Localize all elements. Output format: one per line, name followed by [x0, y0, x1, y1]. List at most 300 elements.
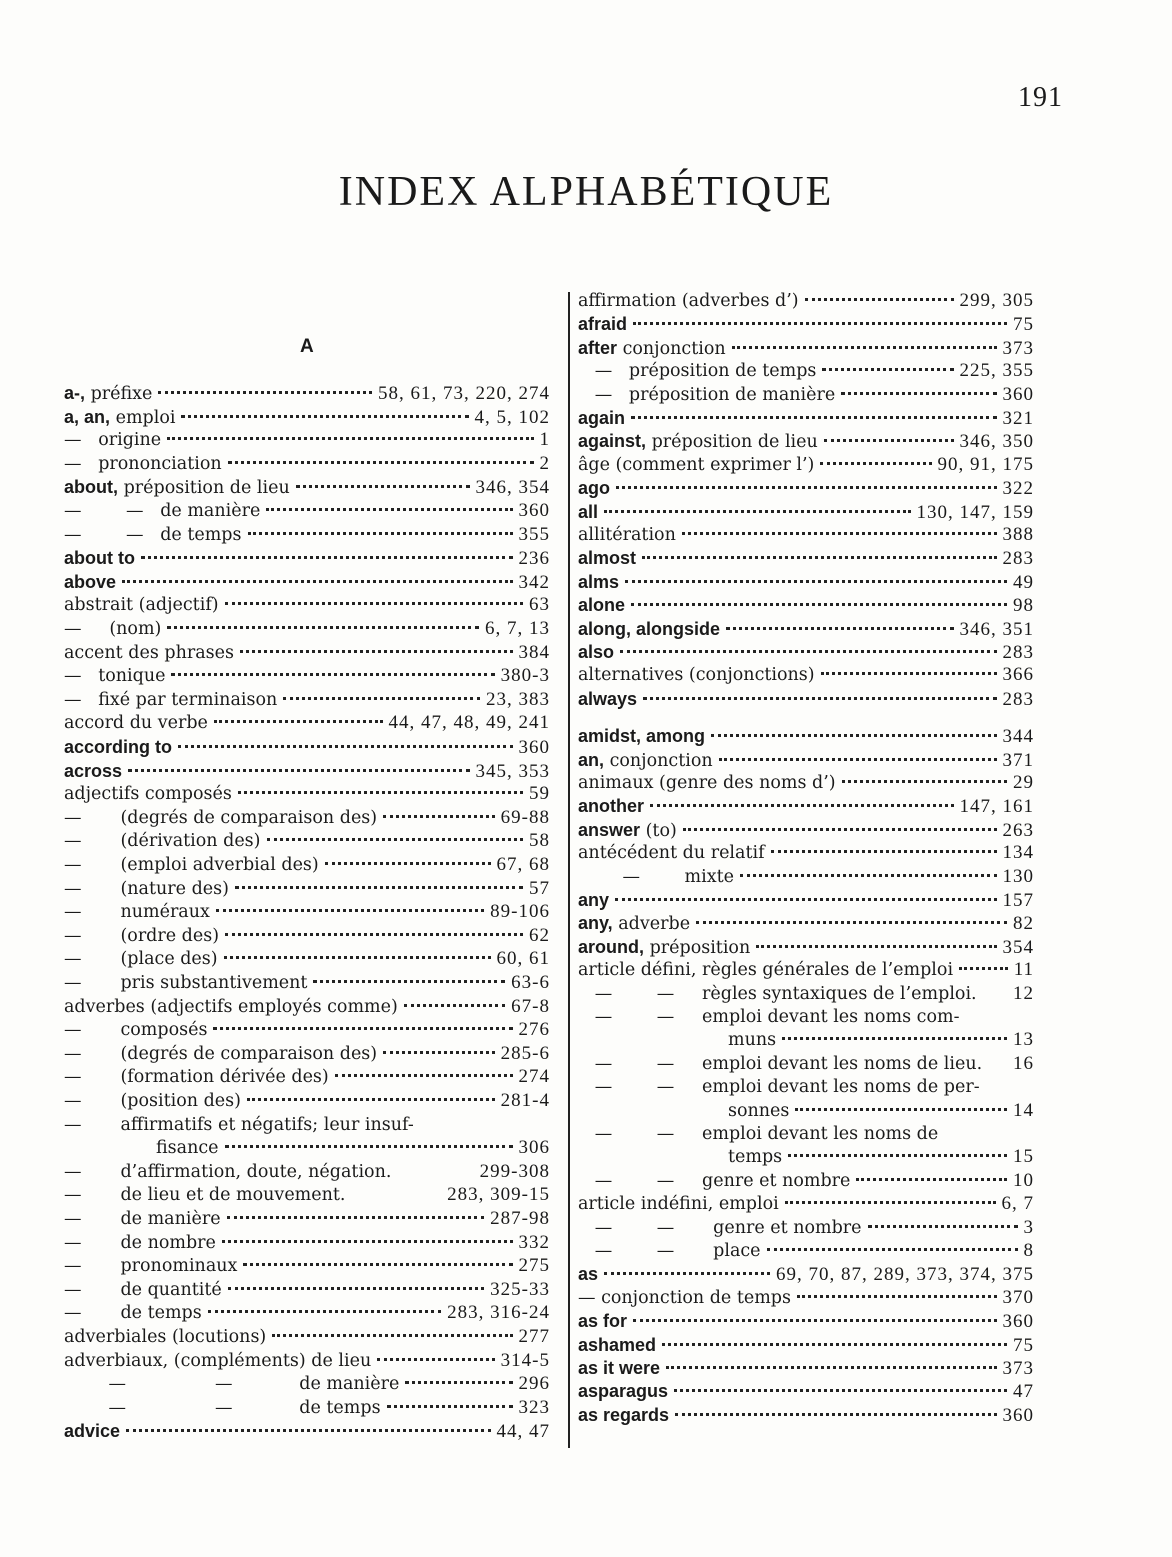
entry-pages: 366 [1002, 664, 1034, 686]
entry-text: emploi [110, 407, 176, 428]
entry-text: emploi devant les noms de [702, 1124, 939, 1144]
entry-label [64, 453, 222, 475]
dot-leader [604, 510, 910, 513]
entry-pages: 263 [1002, 819, 1034, 841]
entry-pages: 63-6 [511, 972, 550, 993]
entry-pages: 360 [518, 500, 550, 521]
entry-headword: ashamed [578, 1334, 657, 1355]
entry-text: (dérivation des) [120, 831, 261, 852]
entry-pages: 321 [1002, 408, 1034, 429]
dot-leader [224, 956, 491, 959]
dot-leader [756, 945, 996, 948]
entry-pages: 344 [1002, 726, 1034, 748]
entry-headword: advice [64, 1421, 121, 1442]
entry-label [64, 547, 135, 570]
entry-label [64, 406, 175, 429]
index-entry [64, 689, 550, 711]
dot-leader [604, 1272, 770, 1275]
entry-label [578, 1170, 850, 1192]
entry-label [64, 878, 229, 900]
entry-dash: — — [64, 1397, 300, 1418]
dot-leader [986, 1084, 1028, 1087]
entry-pages: 346, 354 [475, 477, 550, 499]
index-entry [578, 664, 1034, 686]
index-entry [578, 1076, 1034, 1098]
entry-dash: — — [578, 1007, 703, 1027]
dot-leader [216, 909, 484, 912]
entry-label [578, 618, 720, 641]
dot-leader [615, 898, 996, 901]
entry-label [578, 688, 637, 711]
dot-leader [397, 1169, 473, 1172]
index-entry [64, 1161, 550, 1183]
index-entry [578, 407, 1034, 429]
index-entry [728, 1029, 1034, 1051]
entry-pages: 63 [529, 594, 550, 616]
entry-dash: — [64, 973, 121, 993]
dot-leader [238, 791, 523, 794]
entry-pages: 325-33 [490, 1278, 550, 1300]
entry-dash: — [578, 866, 685, 887]
entry-pages: 75 [1013, 1334, 1034, 1356]
dot-leader [167, 626, 479, 629]
entry-label [728, 1146, 782, 1168]
entry-text: muns [728, 1030, 777, 1051]
entry-text: adverbe [612, 914, 691, 935]
entry-pages: 98 [1013, 595, 1034, 617]
entry-headword: ago [578, 478, 611, 499]
entry-text: numéraux [120, 902, 210, 923]
dot-leader [181, 415, 468, 418]
index-entry [64, 1043, 550, 1065]
entry-label [578, 912, 690, 935]
entry-text: — conjonction de temps [578, 1287, 791, 1308]
entry-dash: — [64, 1020, 121, 1041]
index-entry [578, 1310, 1034, 1332]
entry-text: abstrait (adjectif) [64, 595, 219, 616]
dot-leader [267, 838, 524, 841]
entry-dash: — [64, 1303, 121, 1324]
entry-text: règles syntaxiques de l’emploi. [702, 983, 977, 1004]
dot-leader [820, 462, 931, 465]
entry-headword: always [578, 688, 638, 709]
entry-label [578, 1310, 627, 1333]
entry-pages: 29 [1013, 772, 1034, 793]
dot-leader [740, 874, 997, 877]
entry-pages: 49 [1013, 571, 1034, 593]
entry-pages: 62 [529, 924, 550, 946]
index-entry [64, 642, 550, 664]
dot-leader [795, 1108, 1007, 1111]
entry-text: accent des phrases [64, 642, 234, 663]
entry-pages: 370 [1002, 1286, 1034, 1308]
dot-leader [178, 745, 512, 748]
index-entry [64, 500, 550, 522]
entry-pages: 69, 70, 87, 289, 373, 374, 375 [776, 1264, 1034, 1286]
index-entry [578, 384, 1034, 406]
entry-pages: 373 [1002, 337, 1034, 359]
entry-label [578, 337, 726, 360]
index-entry [578, 889, 1034, 911]
entry-label [64, 736, 172, 759]
dot-leader [711, 734, 996, 737]
dot-leader [272, 1334, 512, 1337]
dot-leader [682, 532, 997, 535]
entry-pages: 283 [1002, 548, 1034, 570]
entry-pages: 346, 350 [959, 431, 1034, 453]
entry-label [64, 1350, 371, 1372]
entry-text: adverbes (adjectifs employés comme) [64, 996, 398, 1017]
dot-leader [785, 1201, 996, 1204]
entry-pages: 14 [1013, 1099, 1034, 1121]
entry-pages: 388 [1002, 524, 1034, 545]
entry-text: article défini, règles générales de l’emploi [578, 960, 954, 981]
entry-pages: 373 [1002, 1358, 1034, 1379]
index-entry [578, 360, 1034, 382]
entry-headword: about, [64, 477, 118, 498]
entry-text: de nombre [120, 1232, 216, 1253]
entry-pages: 283, 316-24 [447, 1302, 550, 1324]
index-entry [578, 454, 1034, 476]
entry-text: (place des) [120, 949, 218, 970]
entry-pages: 277 [518, 1326, 550, 1347]
dot-leader [167, 437, 533, 440]
entry-label [64, 500, 260, 522]
entry-headword: against, [578, 431, 647, 452]
dot-leader [696, 921, 1007, 924]
entry-label [578, 819, 677, 842]
entry-label [578, 454, 814, 476]
entry-headword: across [64, 760, 123, 781]
entry-pages: 360 [1002, 1404, 1034, 1426]
entry-text: (ordre des) [120, 925, 220, 946]
entry-pages: 10 [1013, 1169, 1034, 1191]
entry-text: de manière [299, 1374, 400, 1395]
entry-label [64, 854, 319, 876]
entry-label [64, 571, 116, 594]
entry-pages: 58, 61, 73, 220, 274 [378, 383, 550, 404]
entry-label [578, 1380, 668, 1403]
entry-label [64, 382, 152, 405]
entry-pages: 134 [1002, 842, 1034, 864]
entry-label [64, 901, 210, 923]
index-entry [578, 1334, 1034, 1356]
entry-text: (nom) [109, 619, 162, 639]
entry-text: (nature des) [120, 878, 229, 899]
entry-label [578, 547, 636, 570]
index-entry [578, 1123, 1034, 1145]
dot-leader [666, 1366, 996, 1369]
entry-text: mixte [684, 866, 734, 887]
index-entry [578, 641, 1034, 663]
entry-label [728, 1029, 776, 1051]
dot-leader [988, 1061, 1007, 1064]
index-entry [156, 1137, 550, 1159]
entry-text: préposition [644, 937, 751, 958]
entry-label [578, 866, 734, 888]
entry-label [64, 1114, 414, 1136]
index-entry [578, 571, 1034, 593]
entry-text: adjectifs composés [64, 784, 232, 805]
entry-text: préfixe [85, 384, 153, 404]
dot-leader [228, 1287, 484, 1290]
dot-leader [266, 508, 512, 511]
entry-text: composés [120, 1020, 208, 1041]
entry-label [64, 1255, 237, 1277]
dot-leader [983, 991, 1007, 994]
entry-label [64, 1184, 346, 1206]
index-entry [64, 948, 550, 970]
entry-headword: afraid [578, 314, 628, 335]
index-entry [578, 772, 1034, 794]
entry-text: emploi devant les noms de lieu. [702, 1053, 983, 1074]
entry-text: pronominaux [120, 1256, 238, 1277]
index-entry [578, 1404, 1034, 1426]
entry-pages: 47 [1013, 1381, 1034, 1403]
index-entry [578, 983, 1034, 1005]
index-entry [64, 878, 550, 900]
index-entry [64, 1019, 550, 1041]
index-entry [578, 1053, 1034, 1075]
entry-text: conjonction [604, 750, 713, 771]
entry-label [64, 689, 277, 711]
entry-label [64, 1161, 391, 1183]
dot-leader [171, 673, 494, 676]
entry-pages: 4, 5, 102 [474, 406, 550, 428]
index-entry [64, 476, 550, 498]
index-entry [578, 1357, 1034, 1379]
dot-leader [383, 815, 495, 818]
index-entry [64, 807, 550, 829]
entry-headword: as for [578, 1311, 628, 1332]
index-entry [64, 901, 550, 923]
entry-dash: — [64, 807, 121, 828]
dot-leader [420, 1122, 544, 1125]
entry-headword: almost [578, 548, 637, 569]
index-entry [64, 972, 550, 994]
dot-leader [662, 1343, 1007, 1346]
dot-leader [122, 580, 512, 583]
entry-headword: also [578, 642, 615, 662]
entry-pages: 345, 353 [475, 760, 550, 782]
entry-label [578, 641, 614, 664]
dot-leader [296, 485, 470, 488]
index-entry [64, 1326, 550, 1348]
entry-text: de temps [160, 524, 242, 545]
entry-dash: — [64, 666, 99, 687]
index-entry [578, 725, 1034, 747]
dot-leader [325, 862, 491, 865]
entry-label [64, 429, 161, 451]
entry-pages: 360 [518, 737, 550, 758]
entry-label [64, 642, 234, 664]
entry-label [64, 1302, 202, 1324]
dot-leader [841, 392, 996, 395]
dot-leader [352, 1192, 442, 1195]
index-entry [64, 854, 550, 876]
entry-pages: 2 [539, 452, 550, 474]
entry-label [578, 664, 815, 686]
entry-dash: — [578, 384, 629, 405]
entry-text: affirmation (adverbes d’) [578, 291, 799, 311]
entry-text: adverbiaux, (compléments) de lieu [64, 1350, 372, 1371]
entry-label [64, 1420, 120, 1443]
index-entry [64, 1066, 550, 1088]
entry-label [64, 1232, 216, 1254]
entry-text: sonnes [728, 1100, 790, 1121]
entry-label [64, 476, 290, 499]
entry-pages: 225, 355 [959, 360, 1034, 382]
dot-leader [625, 580, 1007, 583]
entry-label [578, 360, 816, 382]
entry-dash: — [64, 855, 121, 875]
dot-leader [631, 416, 996, 419]
entry-label [156, 1137, 219, 1159]
index-entry [64, 1373, 550, 1395]
dot-leader [214, 720, 383, 723]
dot-leader [726, 627, 953, 630]
entry-label [578, 772, 836, 794]
dot-leader [805, 298, 954, 301]
entry-label [578, 959, 953, 981]
dot-leader [222, 1240, 513, 1243]
index-entry [728, 1100, 1034, 1122]
index-entry [578, 842, 1034, 864]
entry-label [64, 1090, 241, 1112]
entry-dash: — [64, 1256, 121, 1277]
entry-pages: 380-3 [500, 665, 550, 687]
dot-leader [767, 1248, 1018, 1251]
entry-headword: according to [64, 737, 173, 757]
entry-dash: — — [64, 501, 161, 521]
entry-text: préposition de lieu [646, 432, 818, 453]
dot-leader [404, 1004, 505, 1007]
index-entry [64, 1302, 550, 1324]
entry-dash: — [64, 1091, 121, 1111]
entry-label [578, 1123, 938, 1145]
entry-dash: — [64, 902, 121, 923]
entry-dash: — [64, 430, 99, 451]
entry-label [578, 407, 625, 430]
entry-headword: alone [578, 595, 626, 616]
entry-headword: all [578, 501, 599, 522]
index-entry [578, 1006, 1034, 1028]
index-entry [578, 290, 1034, 312]
entry-dash: — [64, 1279, 121, 1300]
entry-text: tonique [98, 666, 166, 687]
index-entry [578, 1170, 1034, 1192]
entry-pages: 322 [1002, 478, 1034, 500]
entry-label [578, 1240, 761, 1262]
entry-text: alternatives (conjonctions) [578, 665, 815, 686]
index-entry [578, 936, 1034, 958]
entry-pages: 287-98 [490, 1208, 550, 1229]
index-entry [64, 1114, 550, 1136]
entry-text: temps [728, 1147, 783, 1168]
entry-dash: — [64, 1209, 121, 1229]
entry-label [578, 1193, 779, 1215]
entry-label [578, 889, 609, 912]
dot-leader [225, 602, 523, 605]
index-entry [578, 1193, 1034, 1215]
entry-pages: 299, 305 [959, 290, 1034, 311]
entry-pages: 60, 61 [496, 948, 550, 970]
dot-leader [631, 603, 1007, 606]
entry-label [64, 665, 165, 687]
entry-headword: any, [578, 913, 613, 934]
entry-text: genre et nombre [702, 1170, 851, 1191]
index-entry [64, 453, 550, 475]
entry-label [64, 760, 122, 783]
entry-headword: after [578, 337, 618, 358]
dot-leader [642, 556, 996, 559]
entry-label [578, 501, 598, 524]
dot-leader [822, 368, 953, 371]
entry-pages: 57 [529, 877, 550, 899]
entry-pages: 360 [1002, 1311, 1034, 1333]
entry-label [578, 313, 627, 336]
entry-headword: asparagus [578, 1381, 669, 1402]
index-entry [578, 1287, 1034, 1309]
dot-leader [842, 780, 1007, 783]
dot-leader [335, 1074, 513, 1077]
entry-pages: 360 [1002, 383, 1034, 405]
entry-pages: 346, 351 [959, 618, 1034, 640]
entry-pages: 58 [529, 830, 550, 852]
dot-leader [788, 1154, 1007, 1157]
entry-pages: 323 [518, 1396, 550, 1418]
dot-leader [620, 650, 996, 653]
entry-pages: 283, 309-15 [447, 1184, 550, 1206]
dot-leader [283, 697, 480, 700]
entry-text: genre et nombre [713, 1217, 862, 1238]
entry-label [578, 1006, 960, 1028]
entry-label [64, 1066, 329, 1088]
entry-pages: 8 [1023, 1240, 1034, 1261]
index-entry [64, 996, 550, 1018]
entry-text: préposition de manière [628, 384, 836, 405]
entry-label [578, 1053, 982, 1075]
entry-dash: — [64, 925, 121, 946]
entry-pages: 299-308 [479, 1160, 550, 1182]
entry-headword: an, [578, 749, 605, 770]
entry-pages: 13 [1013, 1029, 1034, 1051]
entry-headword: a, an, [64, 406, 111, 427]
index-entry [578, 337, 1034, 359]
entry-text: conjonction [617, 338, 726, 359]
dot-leader [405, 1381, 512, 1384]
entry-pages: 11 [1013, 959, 1034, 981]
entry-label [578, 594, 625, 617]
entry-pages: 274 [518, 1066, 550, 1088]
entry-text: affirmatifs et négatifs; leur insuf- [120, 1114, 414, 1135]
index-entry [64, 925, 550, 947]
index-entry [578, 749, 1034, 771]
index-entry [64, 830, 550, 852]
index-entry [64, 524, 550, 546]
entry-text: préposition de lieu [118, 478, 290, 499]
index-entry [578, 430, 1034, 452]
entry-pages: 6, 7 [1001, 1193, 1034, 1215]
entry-text: adverbiales (locutions) [64, 1327, 267, 1347]
column-divider [568, 292, 570, 1448]
index-entry [64, 1090, 550, 1112]
index-entry [64, 594, 550, 616]
entry-pages: 75 [1013, 314, 1034, 336]
entry-text: préposition de temps [628, 361, 817, 382]
entry-label [64, 1279, 222, 1301]
dot-leader [128, 769, 469, 772]
